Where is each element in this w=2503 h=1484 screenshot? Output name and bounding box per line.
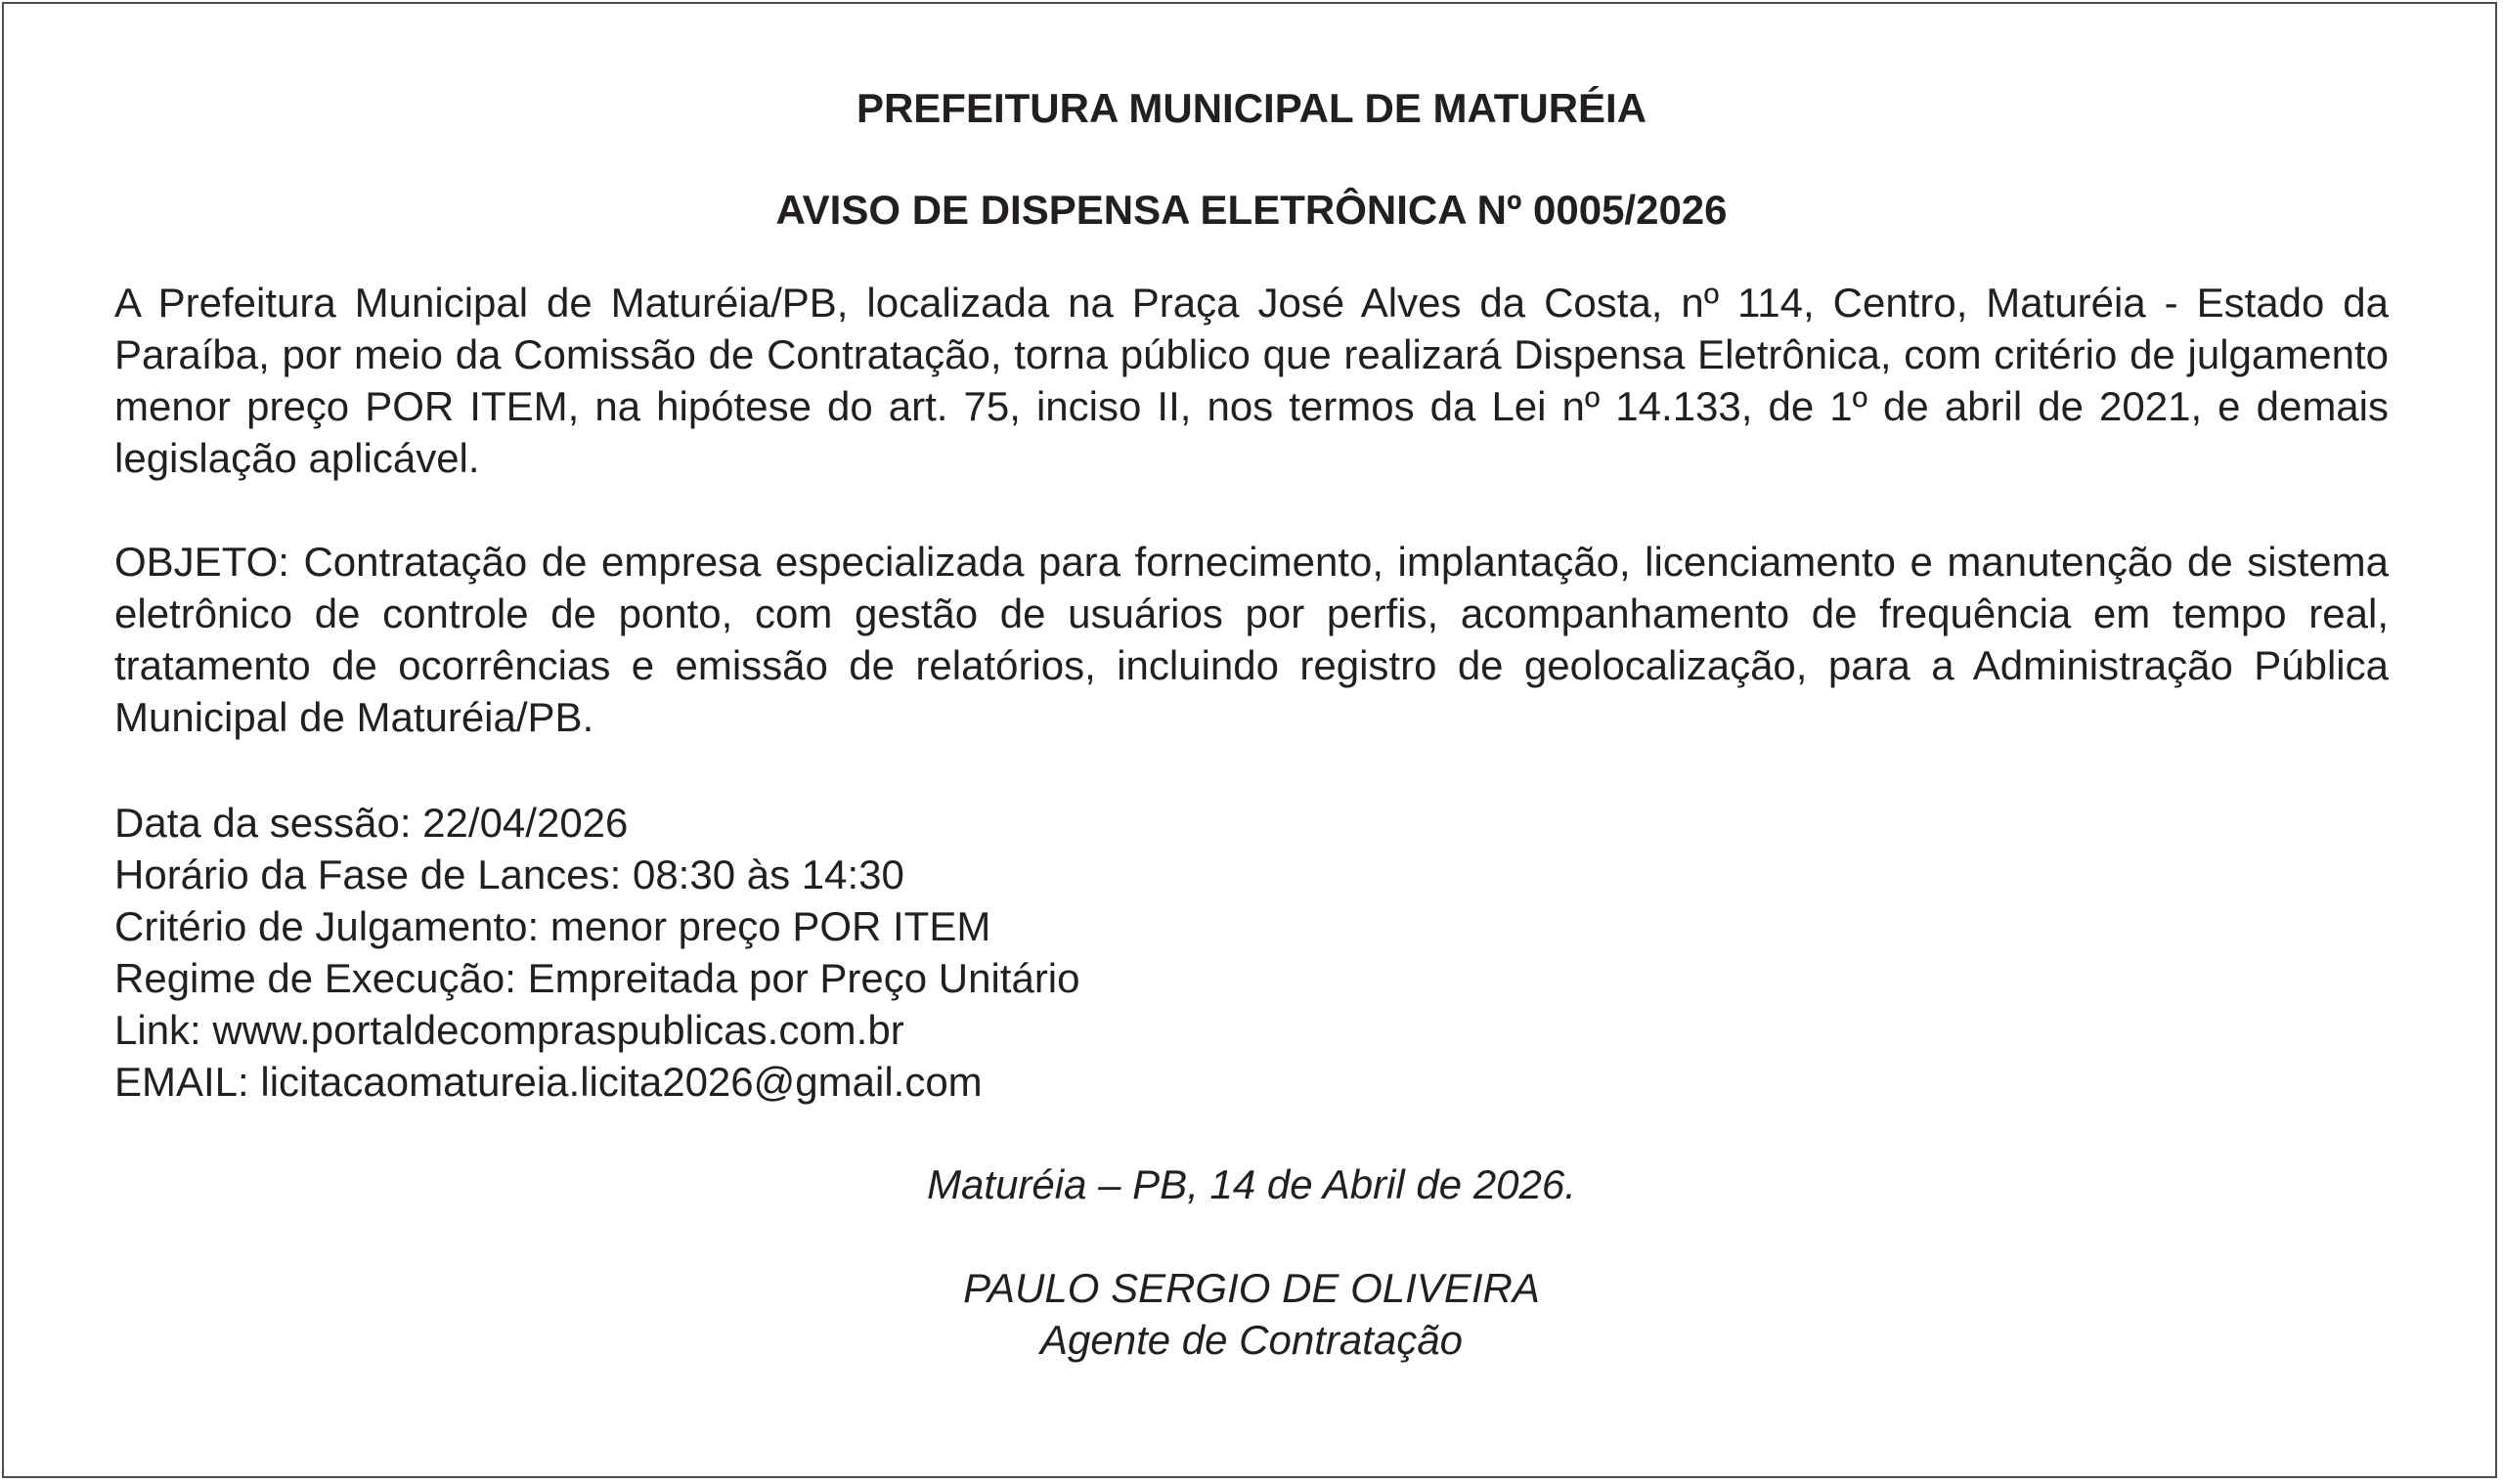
bidding-time: Horário da Fase de Lances: 08:30 às 14:30: [114, 851, 904, 897]
signer-role: Agente de Contratação: [1040, 1317, 1463, 1363]
portal-link: Link: www.portaldecompraspublicas.com.br: [114, 1007, 904, 1053]
notice-content: [114, 0, 2389, 1366]
notice-title: PREFEITURA MUNICIPAL DE MATURÉIA: [856, 85, 1647, 131]
objeto-paragraph: OBJETO: Contratação de empresa especializada para fornecimento, implantação, licenciamento e manutenção de sistema eletrônico de controle de ponto, com gestão de usuários por perfis, acompanhamento de frequência em tempo real, tratamento de ocorrências e emissão de relatórios, incluindo registro de geolocalização, para a Administração Pública Municipal de Maturéia/PB.: [114, 539, 2389, 740]
notice-subtitle: AVISO DE DISPENSA ELETRÔNICA Nº 0005/2026: [775, 187, 1728, 233]
execution-regime: Regime de Execução: Empreitada por Preço Unitário: [114, 955, 1080, 1001]
session-date: Data da sessão: 22/04/2026: [114, 800, 629, 846]
intro-paragraph: A Prefeitura Municipal de Maturéia/PB, localizada na Praça José Alves da Costa, nº 114, Centro, Maturéia - Estado da Paraíba, por meio da Comissão de Contratação, torna público que realizará Dispensa Eletrônica, com critério de julgamento menor preço POR ITEM, na hipótese do art. 75, inciso II, nos termos da Lei nº 14.133, de 1º de abril de 2021, e demais legislação aplicável.: [114, 280, 2389, 481]
signer-name: PAULO SERGIO DE OLIVEIRA: [963, 1265, 1540, 1311]
judgment-criterion: Critério de Julgamento: menor preço POR ITEM: [114, 903, 991, 949]
details-list: [114, 797, 2389, 1108]
contact-email: EMAIL: licitacaomatureia.licita2026@gmail.com: [114, 1059, 983, 1105]
place-date: Maturéia – PB, 14 de Abril de 2026.: [927, 1161, 1576, 1207]
